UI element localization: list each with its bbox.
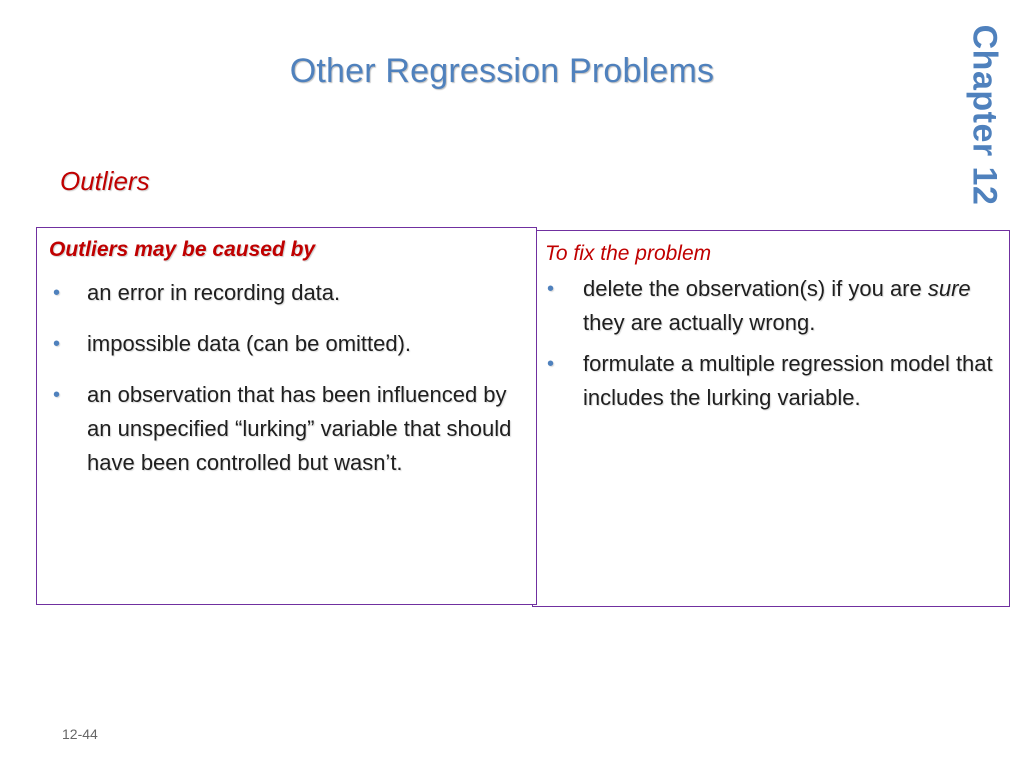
bullet-text: an error in recording data. bbox=[87, 280, 341, 305]
bullet-icon: • bbox=[53, 384, 61, 406]
list-item bbox=[547, 347, 995, 415]
bullet-text-after: they are actually wrong. bbox=[583, 310, 816, 335]
bullet-icon: • bbox=[547, 278, 555, 300]
fix-problem-box bbox=[532, 230, 1010, 607]
bullet-icon: • bbox=[53, 333, 61, 355]
bullet-icon: • bbox=[53, 282, 61, 304]
list-item bbox=[547, 272, 995, 340]
causes-list bbox=[53, 276, 520, 480]
bullet-text: impossible data (can be omitted). bbox=[87, 331, 412, 356]
slide-title: Other Regression Problems bbox=[289, 52, 715, 90]
bullet-text: formulate a multiple regression model that includes the lurking variable. bbox=[583, 351, 993, 410]
section-heading: Outliers bbox=[60, 166, 150, 196]
bullet-emphasis: sure bbox=[927, 276, 971, 301]
chapter-label bbox=[944, 0, 1024, 230]
list-item bbox=[53, 276, 520, 310]
bullet-text: an observation that has been influenced by an unspecified “lurking” variable that should have been controlled but wasn’t. bbox=[87, 382, 512, 475]
fix-problem-list bbox=[547, 272, 995, 415]
list-item bbox=[53, 327, 520, 361]
bullet-icon: • bbox=[547, 353, 555, 375]
page-number: 12-44 bbox=[62, 726, 98, 742]
causes-box bbox=[36, 227, 537, 605]
chapter-label-text: Chapter 12 bbox=[965, 24, 1004, 206]
fix-problem-heading: To fix the problem bbox=[545, 242, 712, 265]
bullet-text-before: delete the observation(s) if you are bbox=[583, 276, 928, 301]
list-item bbox=[53, 378, 520, 480]
causes-heading: Outliers may be caused by bbox=[49, 238, 316, 261]
